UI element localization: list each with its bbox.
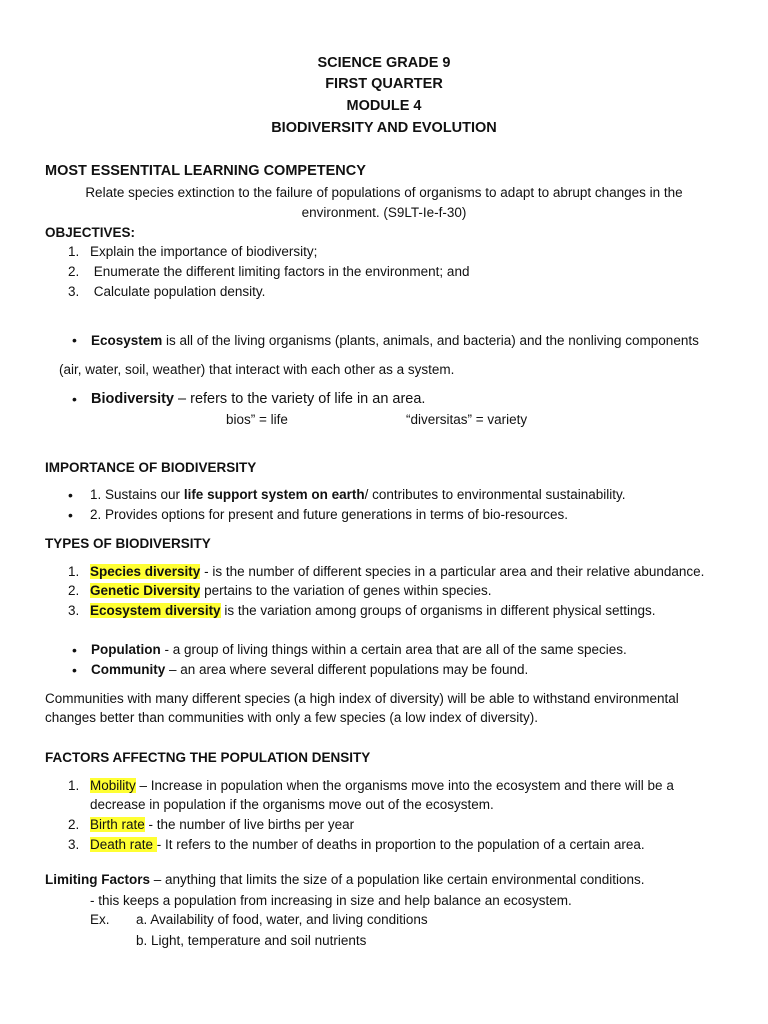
- objective-number: 1.: [68, 244, 80, 259]
- factor-text: – Increase in population when the organisms move into the ecosystem and there will be a: [135, 778, 674, 793]
- header-subject: SCIENCE GRADE 9: [317, 55, 451, 71]
- importance-item-text: 1. Sustains our: [90, 487, 184, 502]
- factor-item-line2: decrease in population if the organisms move out of the ecosystem.: [90, 797, 494, 812]
- factor-text: - It refers to the number of deaths in proportion to the population of a certain area.: [156, 837, 645, 852]
- factor-term: Birth rate: [90, 817, 145, 832]
- header-quarter: FIRST QUARTER: [325, 76, 443, 92]
- communities-paragraph-line1: Communities with many different species (a high index of diversity) will be able to withstand environmental: [45, 691, 679, 706]
- example-label: Ex.: [90, 912, 110, 927]
- type-number: 3.: [68, 603, 80, 618]
- bullet-icon: •: [72, 642, 77, 658]
- bios-meaning: bios” = life: [226, 412, 288, 427]
- ecosystem-term: Ecosystem: [91, 333, 163, 348]
- community-text: – an area where several different populations may be found.: [165, 662, 529, 677]
- type-text: pertains to the variation of genes within species.: [200, 583, 492, 598]
- objective-item: [68, 264, 469, 279]
- factor-number: 3.: [68, 837, 80, 852]
- ecosystem-text: is all of the living organisms (plants, animals, and bacteria) and the nonliving components: [162, 333, 699, 348]
- bullet-icon: •: [72, 391, 77, 407]
- type-text: - is the number of different species in a particular area and their relative abundance.: [200, 564, 705, 579]
- type-item: [68, 564, 704, 579]
- objective-item: [68, 244, 317, 259]
- importance-item: 2. Provides options for present and future generations in terms of bio-resources.: [90, 507, 569, 522]
- bullet-icon: •: [68, 487, 73, 503]
- factor-number: 2.: [68, 817, 80, 832]
- objective-item: [68, 284, 265, 299]
- example-item: a. Availability of food, water, and living conditions: [136, 912, 428, 927]
- objective-text: Explain the importance of biodiversity;: [90, 244, 318, 259]
- importance-heading: IMPORTANCE OF BIODIVERSITY: [45, 460, 257, 475]
- objectives-heading: OBJECTIVES:: [45, 225, 136, 240]
- header-topic: BIODIVERSITY AND EVOLUTION: [271, 120, 497, 136]
- bullet-icon: •: [68, 507, 73, 523]
- objective-number: 3.: [68, 284, 80, 299]
- header-module: MODULE 4: [346, 98, 422, 114]
- communities-paragraph-line2: changes better than communities with only a few species (a low index of diversity).: [45, 710, 538, 725]
- objective-text: Enumerate the different limiting factors in the environment; and: [90, 264, 470, 279]
- limiting-factors-line2: - this keeps a population from increasing in size and help balance an ecosystem.: [90, 893, 572, 908]
- type-number: 1.: [68, 564, 80, 579]
- types-heading: TYPES OF BIODIVERSITY: [45, 536, 211, 551]
- ecosystem-definition-line2: (air, water, soil, weather) that interact with each other as a system.: [59, 362, 455, 377]
- biodiversity-definition: [91, 391, 425, 407]
- factor-item: [68, 837, 645, 852]
- population-definition: [91, 642, 627, 657]
- community-term: Community: [91, 662, 166, 677]
- objective-text: Calculate population density.: [90, 284, 266, 299]
- factor-term: Mobility: [90, 778, 136, 793]
- importance-item: [90, 487, 626, 502]
- example-item: b. Light, temperature and soil nutrients: [136, 933, 367, 948]
- limiting-factors-text: – anything that limits the size of a population like certain environmental conditions.: [150, 872, 645, 887]
- factor-term: Death rate: [90, 837, 157, 852]
- population-text: - a group of living things within a certain area that are all of the same species.: [160, 642, 627, 657]
- ecosystem-definition: [91, 333, 699, 348]
- factor-item: [68, 817, 354, 832]
- community-definition: [91, 662, 528, 677]
- type-term: Genetic Diversity: [90, 583, 201, 598]
- bullet-icon: •: [72, 332, 77, 348]
- limiting-factors-definition: [45, 872, 645, 887]
- type-term: Ecosystem diversity: [90, 603, 221, 618]
- factors-heading: FACTORS AFFECTNG THE POPULATION DENSITY: [45, 750, 371, 765]
- melc-text-line1: Relate species extinction to the failure of populations of organisms to adapt to abrupt changes in the: [85, 185, 683, 200]
- importance-item-text: / contributes to environmental sustainability.: [364, 487, 626, 502]
- type-text: is the variation among groups of organisms in different physical settings.: [220, 603, 656, 618]
- melc-text-line2: environment. (S9LT-Ie-f-30): [301, 205, 467, 220]
- importance-item-bold: life support system on earth: [183, 487, 365, 502]
- factor-item: [68, 778, 674, 793]
- melc-heading: MOST ESSENTITAL LEARNING COMPETENCY: [45, 163, 366, 179]
- diversitas-meaning: “diversitas” = variety: [406, 412, 528, 427]
- bullet-icon: •: [72, 662, 77, 678]
- factor-number: 1.: [68, 778, 80, 793]
- factor-text: - the number of live births per year: [144, 817, 355, 832]
- type-term: Species diversity: [90, 564, 201, 579]
- type-item: [68, 603, 656, 618]
- biodiversity-term: Biodiversity: [91, 391, 174, 407]
- population-term: Population: [91, 642, 161, 657]
- type-item: [68, 583, 491, 598]
- objective-number: 2.: [68, 264, 80, 279]
- biodiversity-text: – refers to the variety of life in an area.: [174, 391, 426, 407]
- type-number: 2.: [68, 583, 80, 598]
- limiting-factors-term: Limiting Factors: [45, 872, 151, 887]
